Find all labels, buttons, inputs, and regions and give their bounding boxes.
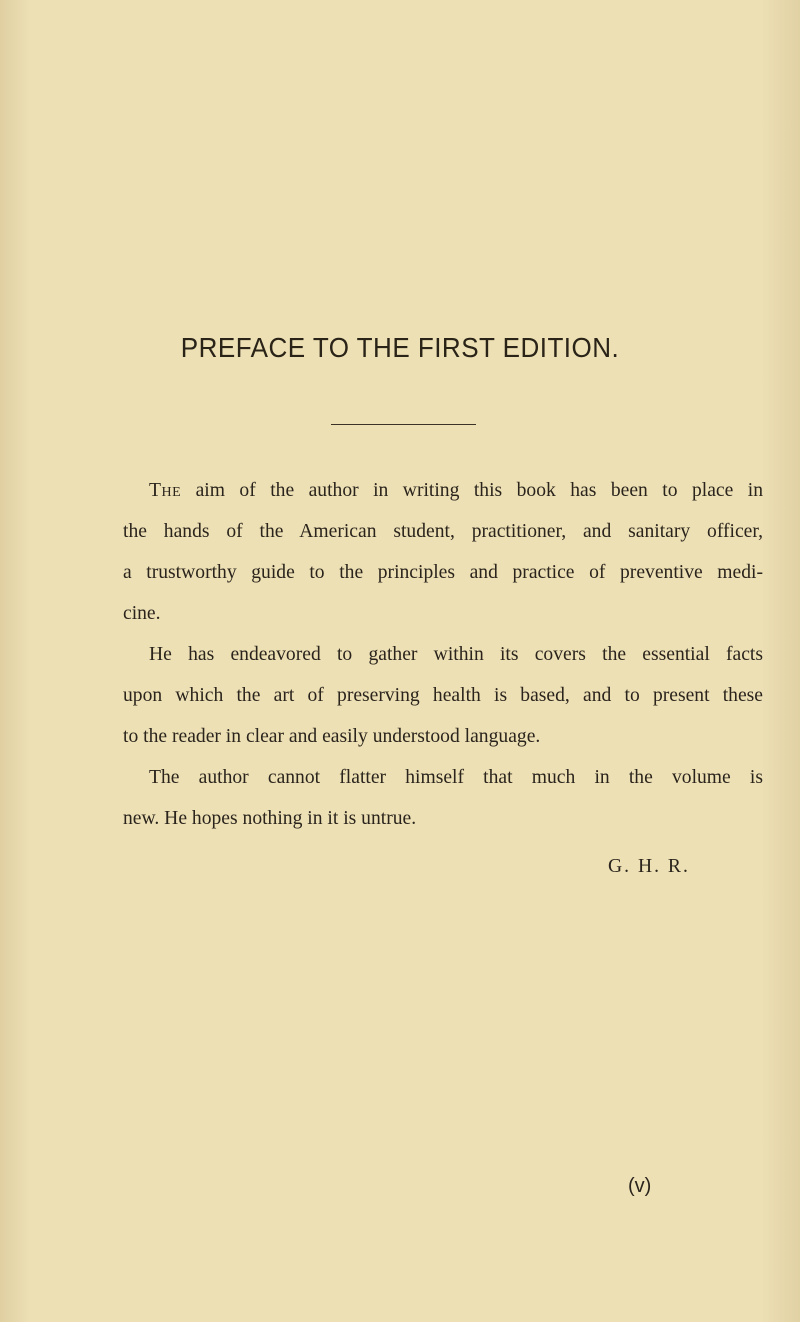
paragraph-line: He has endeavored to gather within its covers the essential facts xyxy=(149,644,763,665)
line-text: aim of the author in writing this book has been to place in xyxy=(181,480,763,501)
paragraph-line: the hands of the American student, practitioner, and sanitary officer, xyxy=(123,521,763,542)
paragraph-1 xyxy=(123,470,763,634)
paragraph-line: to the reader in clear and easily understood language. xyxy=(123,726,541,747)
title-rule xyxy=(331,424,476,425)
paragraph-2 xyxy=(123,634,763,757)
paragraph-line xyxy=(123,470,763,511)
author-initials: G. H. R. xyxy=(608,856,690,877)
paragraph-line: The author cannot flatter himself that much in the volume is xyxy=(149,767,763,788)
lead-word: The xyxy=(149,480,182,501)
paragraph-line: cine. xyxy=(123,603,161,624)
paragraph-line: new. He hopes nothing in it is untrue. xyxy=(123,808,417,829)
page-number: (v) xyxy=(628,1175,652,1197)
paragraph-line: upon which the art of preserving health is based, and to present these xyxy=(123,685,763,706)
paragraph-3 xyxy=(123,757,763,839)
paragraph-line: a trustworthy guide to the principles and practice of preventive medi- xyxy=(123,562,763,583)
page-title: PREFACE TO THE FIRST EDITION. xyxy=(180,332,620,363)
